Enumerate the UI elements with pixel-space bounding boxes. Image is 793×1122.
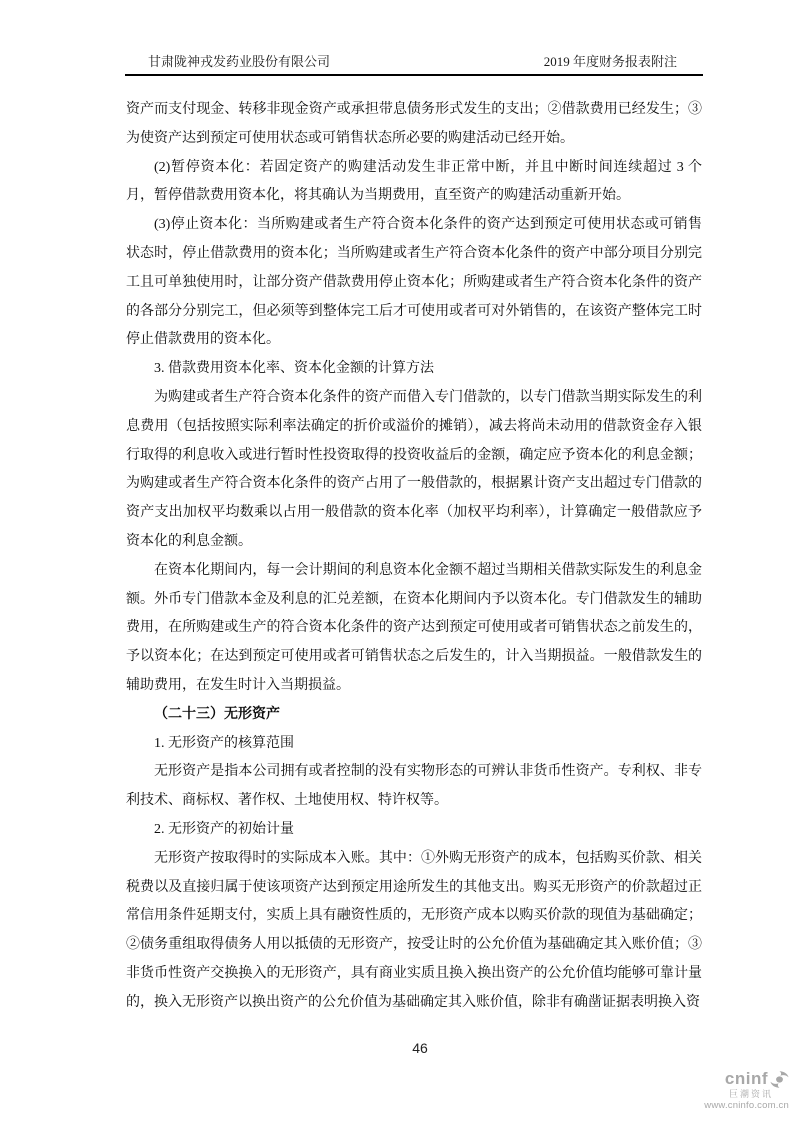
paragraph: (2)暂停资本化：若固定资产的购建活动发生非正常中断，并且中断时间连续超过 3 个月，暂停借款费用资本化，将其确认为当期费用，直至资产的购建活动重新开始。 [126,159,702,204]
page-header [126,54,703,70]
paragraph-continuation: 资产而支付现金、转移非现金资产或承担带息债务形式发生的支出；②借款费用已经发生；③为使资产达到预定可使用状态或可销售状态所必要的购建活动已经开始。 [126,102,702,146]
paragraph: 在资本化期间内，每一会计期间的利息资本化金额不超过当期相关借款实际发生的利息金额。外币专门借款本金及利息的汇兑差额，在资本化期间内予以资本化。专门借款发生的辅助费用，在所购建或生产的符合资本化条件的资产达到预定可使用或者可销售状态之前发生的，予以资本化；在达到预定可使用或者可销售状态之后发生的，计入当期损益。一般借款发生的辅助费用，在发生时计入当期损益。 [126,562,702,693]
cninfo-chinese-name: 巨潮资讯 [728,1088,773,1099]
cninfo-swirl-icon [770,1071,789,1088]
section-heading: 2. 无形资产的初始计量 [154,821,294,837]
section-heading-intangible-assets: （二十三）无形资产 [154,706,280,722]
header-doc-title: 2019 年度财务报表附注 [543,54,677,69]
cninfo-wordmark: cninf [724,1069,768,1088]
section-heading: 3. 借款费用资本化率、资本化金额的计算方法 [154,361,434,377]
page-number: 46 [412,1040,428,1056]
paragraph: (3)停止资本化：当所购建或者生产符合资本化条件的资产达到预定可使用状态或可销售状态时，停止借款费用的资本化；当所购建或者生产符合资本化条件的资产中部分项目分别完工且可单独使用时，让部分资产借款费用停止资本化；所购建或者生产符合资本化条件的资产的各部分分别完工，但必须等到整体完工后才可使用或者可对外销售的，在该资产整体完工时停止借款费用的资本化。 [126,217,702,348]
section-heading: 1. 无形资产的核算范围 [154,735,294,751]
paragraph: 无形资产按取得时的实际成本入账。其中：①外购无形资产的成本，包括购买价款、相关税费以及直接归属于使该项资产达到预定用途所发生的其他支出。购买无形资产的价款超过正常信用条件延期支付，实质上具有融资性质的，无形资产成本以购买价款的现值为基础确定；②债务重组取得债务人用以抵债的无形资产，按受让时的公允价值为基础确定其入账价值；③非货币性资产交换换入的无形资产，具有商业实质且换入换出资产的公允价值均能够可靠计量的，换入无形资产以换出资产的公允价值为基础确定其入账价值，除非有确凿证据表明换入资 [126,850,702,1010]
cninfo-logo-row [725,1070,789,1089]
header-company-name: 甘肃陇神戎发药业股份有限公司 [148,54,331,69]
header-rule [125,74,703,76]
paragraph: 为购建或者生产符合资本化条件的资产而借入专门借款的，以专门借款当期实际发生的利息费用（包括按照实际利率法确定的折价或溢价的摊销），减去将尚未动用的借款资金存入银行取得的利息收入或进行暂时性投资取得的投资收益后的金额，确定应予资本化的利息金额；为购建或者生产符合资本化条件的资产占用了一般借款的，根据累计资产支出超过专门借款的资产支出加权平均数乘以占用一般借款的资本化率（加权平均利率），计算确定一般借款应予资本化的利息金额。 [126,389,702,549]
cninfo-logo [679,1070,789,1111]
document-body [126,96,702,1018]
paragraph: 无形资产是指本公司拥有或者控制的没有实物形态的可辨认非货币性资产。专利权、非专利技术、商标权、著作权、土地使用权、特许权等。 [126,764,702,809]
cninfo-url: www.cninfo.com.cn [704,1099,789,1111]
